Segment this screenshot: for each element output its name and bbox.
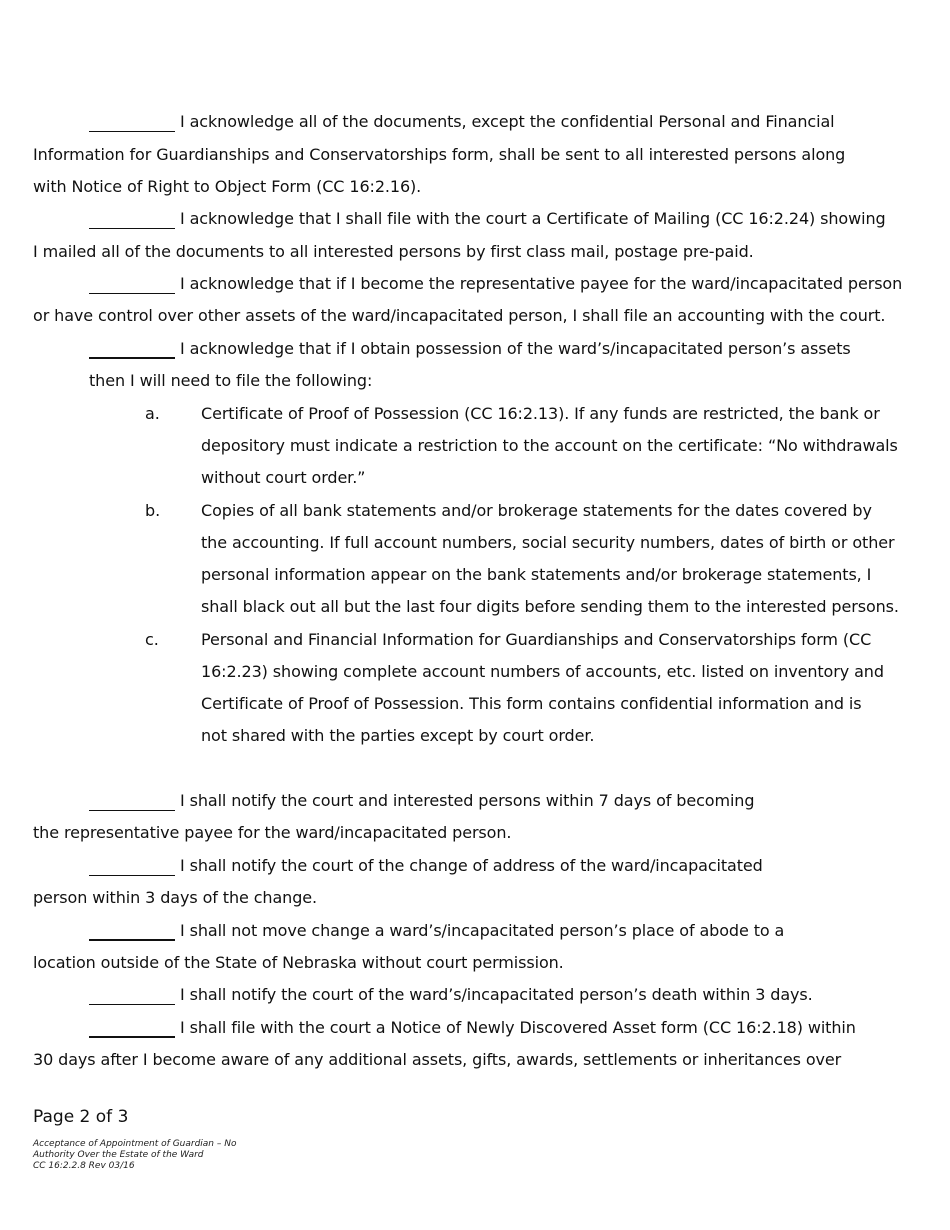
paragraph-1-line-1 xyxy=(89,112,835,132)
initials-blank-4[interactable] xyxy=(89,341,175,359)
initials-blank-8[interactable] xyxy=(89,988,175,1005)
obligation-5-line-1 xyxy=(89,1018,856,1038)
initials-blank-2[interactable] xyxy=(89,212,175,229)
obligation-3-line-2: location outside of the State of Nebraska without court permission. xyxy=(33,953,564,972)
list-item-a-line-1: Certificate of Proof of Possession (CC 16:2.13). If any funds are restricted, the bank or xyxy=(201,404,880,423)
initials-blank-1[interactable] xyxy=(89,115,175,132)
initials-blank-7[interactable] xyxy=(89,923,175,941)
list-item-a-line-2: depository must indicate a restriction to the account on the certificate: “No withdrawals xyxy=(201,436,898,455)
initials-blank-3[interactable] xyxy=(89,277,175,294)
paragraph-2-text: I acknowledge that I shall file with the court a Certificate of Mailing (CC 16:2.24) showing xyxy=(180,209,886,228)
list-item-a-letter: a. xyxy=(145,404,160,423)
paragraph-2-line-1 xyxy=(89,209,886,229)
form-info xyxy=(33,1139,236,1172)
list-item-c-letter: c. xyxy=(145,630,159,649)
obligation-1-line-2: the representative payee for the ward/incapacitated person. xyxy=(33,823,512,842)
paragraph-1-line-3: with Notice of Right to Object Form (CC 16:2.16). xyxy=(33,177,422,196)
page-number: Page 2 of 3 xyxy=(33,1107,129,1127)
paragraph-4-line-1 xyxy=(89,339,851,359)
list-item-b-line-2: the accounting. If full account numbers, social security numbers, dates of birth or other xyxy=(201,533,895,552)
obligation-1-line-1 xyxy=(89,791,754,811)
obligation-2-line-2: person within 3 days of the change. xyxy=(33,888,317,907)
list-item-c-line-4: not shared with the parties except by court order. xyxy=(201,726,595,745)
paragraph-4-line-2: then I will need to file the following: xyxy=(89,371,373,390)
paragraph-1-line-2: Information for Guardianships and Conservatorships form, shall be sent to all interested persons along xyxy=(33,145,846,164)
list-item-c-line-2: 16:2.23) showing complete account numbers of accounts, etc. listed on inventory and xyxy=(201,662,884,681)
list-item-a-line-3: without court order.” xyxy=(201,468,366,487)
obligation-1-text: I shall notify the court and interested persons within 7 days of becoming xyxy=(180,791,755,810)
obligation-3-line-1 xyxy=(89,921,784,941)
list-item-c-line-3: Certificate of Proof of Possession. This form contains confidential information and is xyxy=(201,694,862,713)
list-item-c-line-1: Personal and Financial Information for Guardianships and Conservatorships form (CC xyxy=(201,630,872,649)
paragraph-2-line-2: I mailed all of the documents to all interested persons by first class mail, postage pre-paid. xyxy=(33,242,754,261)
paragraph-3-text: I acknowledge that if I become the representative payee for the ward/incapacitated person xyxy=(180,274,903,293)
paragraph-3-line-2: or have control over other assets of the ward/incapacitated person, I shall file an accounting with the court. xyxy=(33,306,886,325)
initials-blank-5[interactable] xyxy=(89,794,175,811)
form-title-line-1: Acceptance of Appointment of Guardian – No xyxy=(33,1139,237,1149)
list-item-b-letter: b. xyxy=(145,501,161,520)
form-code: CC 16:2.2.8 Rev 03/16 xyxy=(33,1161,135,1171)
obligation-5-text: I shall file with the court a Notice of Newly Discovered Asset form (CC 16:2.18) within xyxy=(180,1018,856,1037)
obligation-2-text: I shall notify the court of the change of address of the ward/incapacitated xyxy=(180,856,763,875)
list-item-b-line-1: Copies of all bank statements and/or brokerage statements for the dates covered by xyxy=(201,501,872,520)
paragraph-4-text: I acknowledge that if I obtain possession of the ward’s/incapacitated person’s assets xyxy=(180,339,851,358)
initials-blank-6[interactable] xyxy=(89,859,175,876)
form-title-line-2: Authority Over the Estate of the Ward xyxy=(33,1150,204,1160)
paragraph-1-text: I acknowledge all of the documents, except the confidential Personal and Financial xyxy=(180,112,835,131)
obligation-3-text: I shall not move change a ward’s/incapacitated person’s place of abode to a xyxy=(180,921,785,940)
initials-blank-9[interactable] xyxy=(89,1020,175,1038)
obligation-4-text: I shall notify the court of the ward’s/incapacitated person’s death within 3 days. xyxy=(180,985,813,1004)
list-item-b-line-3: personal information appear on the bank statements and/or brokerage statements, I xyxy=(201,565,872,584)
obligation-4-line-1 xyxy=(89,985,813,1005)
list-item-b-line-4: shall black out all but the last four digits before sending them to the interested persons. xyxy=(201,597,899,616)
obligation-5-line-2: 30 days after I become aware of any additional assets, gifts, awards, settlements or inheritances over xyxy=(33,1050,842,1069)
paragraph-3-line-1 xyxy=(89,274,902,294)
obligation-2-line-1 xyxy=(89,856,763,876)
